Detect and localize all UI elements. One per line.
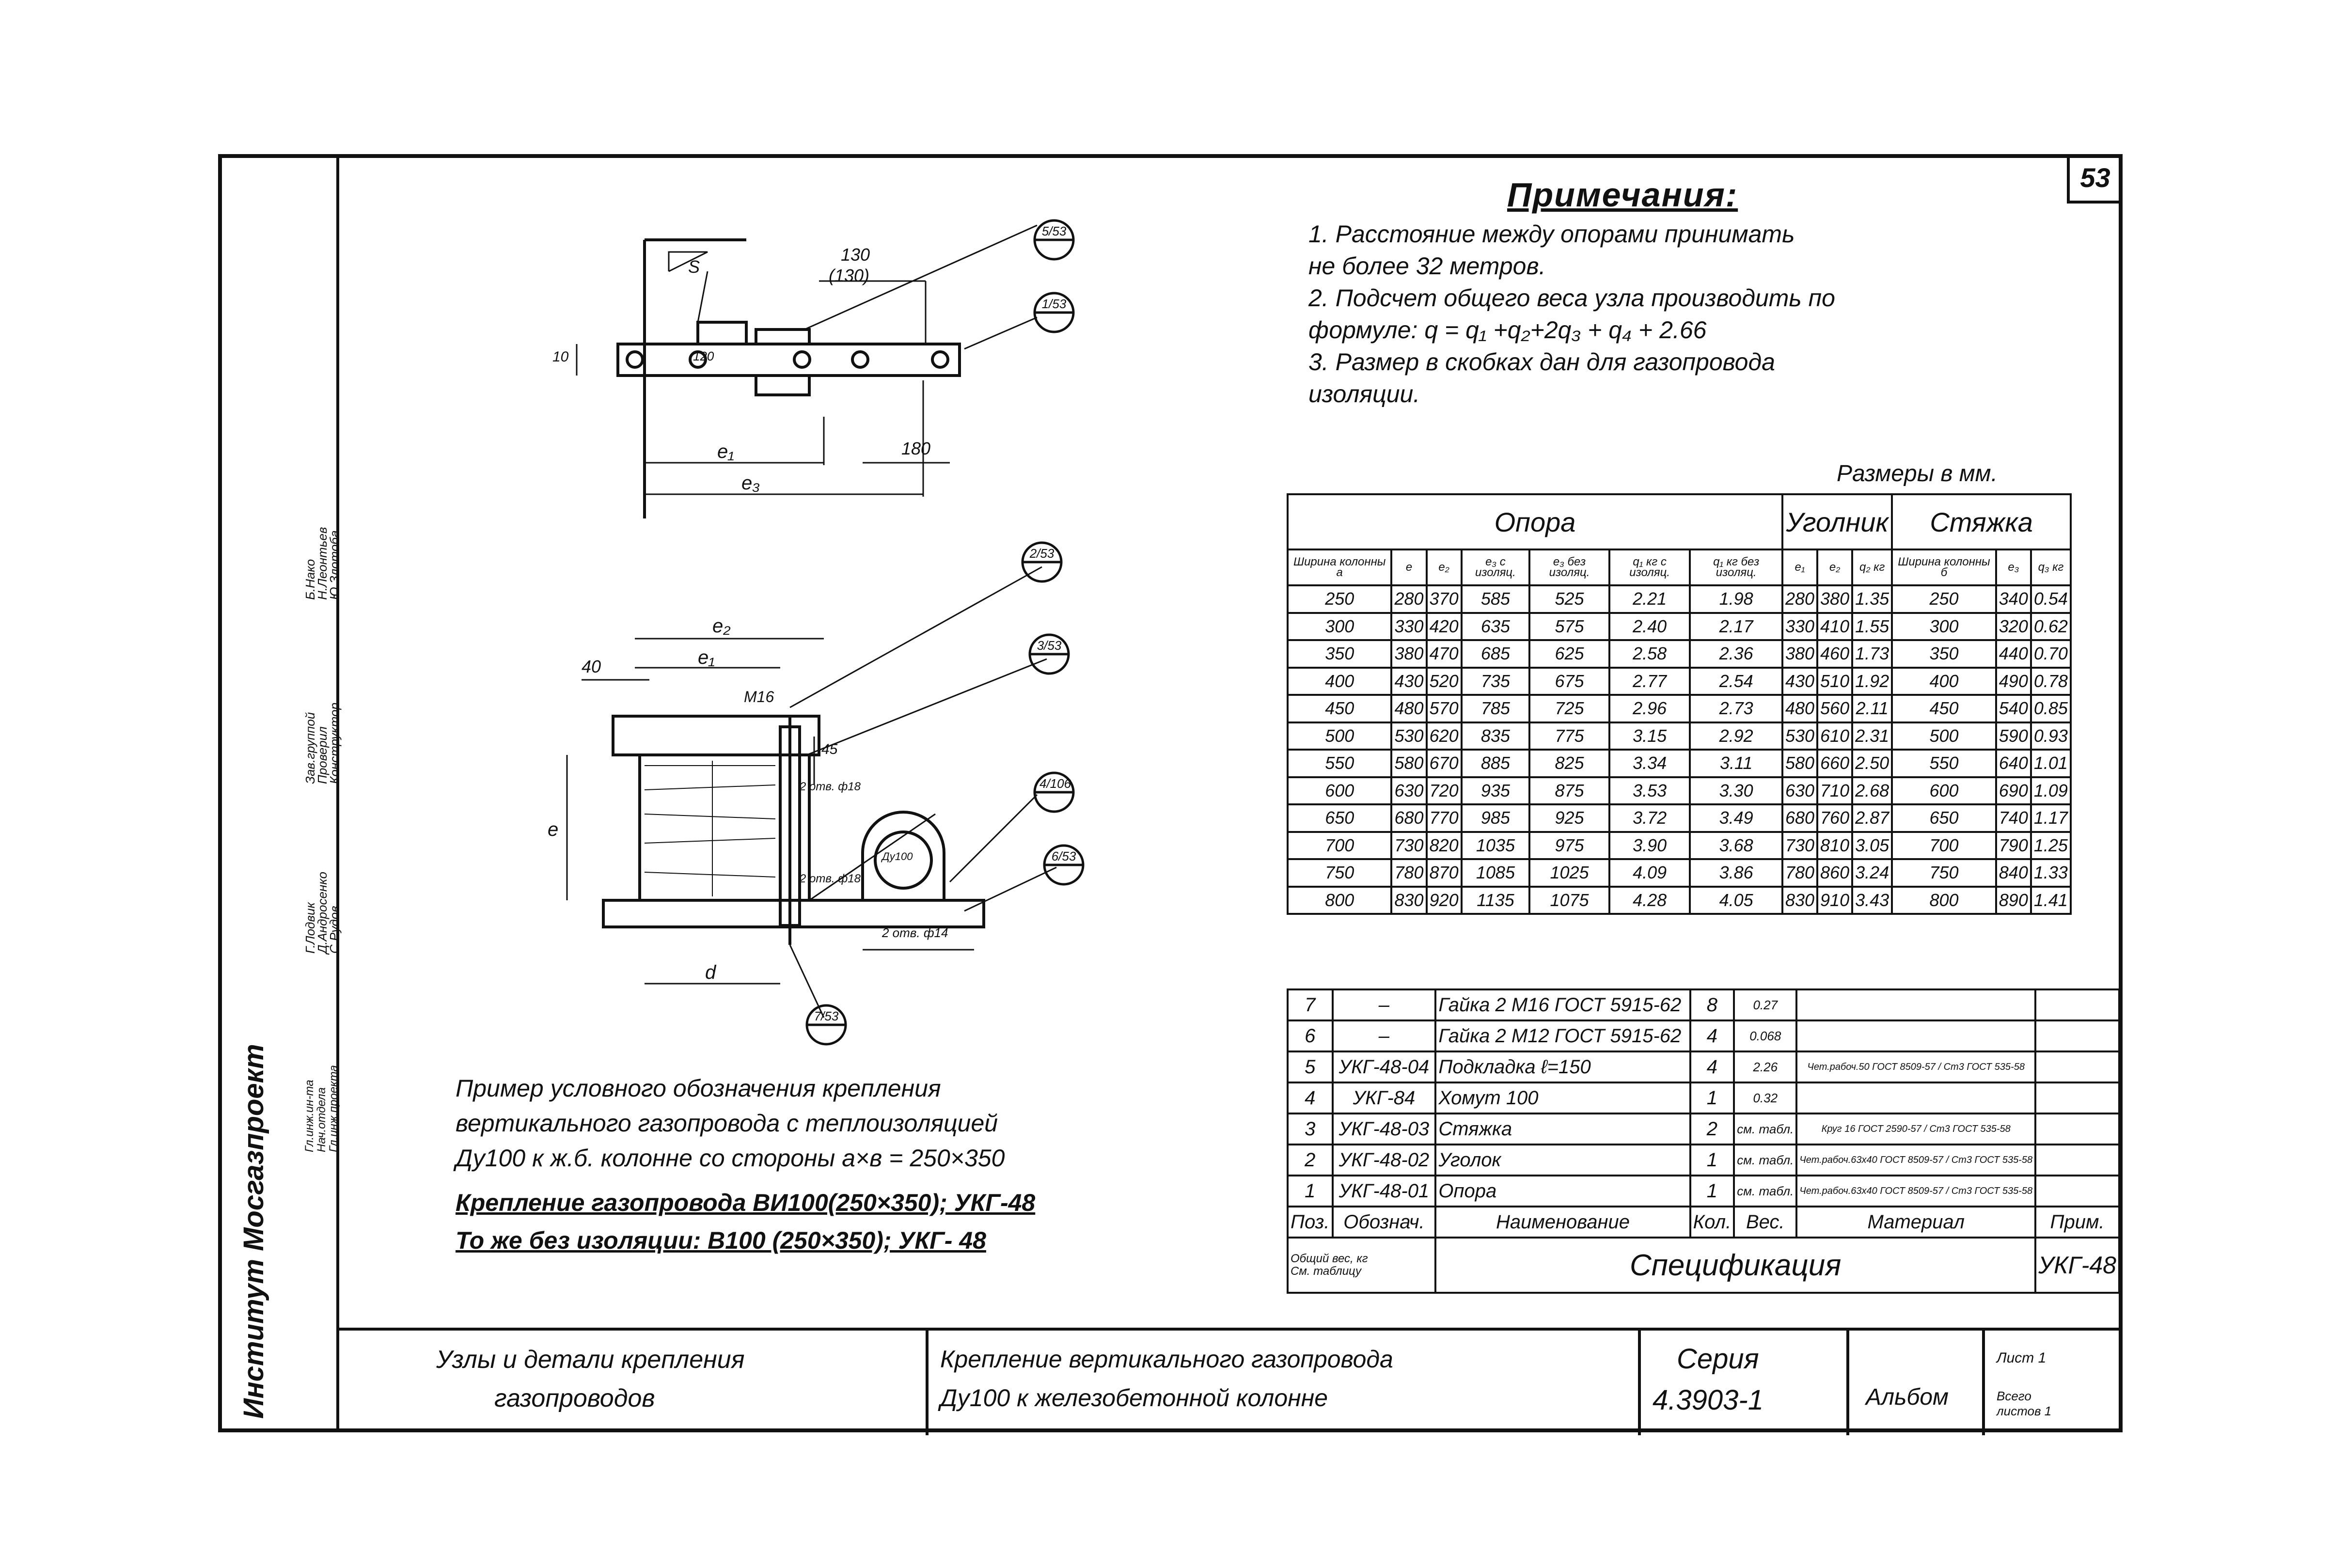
table-cell: 3.15 bbox=[1609, 722, 1690, 750]
table-cell: 380 bbox=[1391, 640, 1426, 668]
table-cell: 575 bbox=[1529, 613, 1609, 641]
table-cell: 0.78 bbox=[2031, 668, 2071, 695]
table-cell: 2.96 bbox=[1609, 695, 1690, 722]
table-cell: 770 bbox=[1427, 804, 1462, 832]
table-cell: 3.30 bbox=[1690, 777, 1782, 805]
sheet-number: 53 bbox=[2067, 156, 2121, 204]
stamp-role-1: Гл.инж.ин-та bbox=[303, 1080, 316, 1152]
stamp-name2-1: Б.Нако bbox=[303, 559, 317, 600]
dim-180: 180 bbox=[901, 439, 931, 458]
table-cell: 510 bbox=[1817, 668, 1852, 695]
mid-title-2: Ду100 к железобетонной колонне bbox=[940, 1384, 1328, 1411]
table-cell: 0.70 bbox=[2031, 640, 2071, 668]
spec-cell: 2 bbox=[1690, 1113, 1734, 1145]
table-cell: 2.73 bbox=[1690, 695, 1782, 722]
table-cell: 730 bbox=[1391, 832, 1426, 860]
table-cell: 675 bbox=[1529, 668, 1609, 695]
table-cell: 685 bbox=[1462, 640, 1530, 668]
spec-cell: 2 bbox=[1288, 1145, 1333, 1176]
table-cell: 925 bbox=[1529, 804, 1609, 832]
table-cell: 670 bbox=[1427, 750, 1462, 777]
table-cell: 630 bbox=[1782, 777, 1817, 805]
table-cell: 4.05 bbox=[1690, 887, 1782, 914]
table-cell: 1.73 bbox=[1852, 640, 1892, 668]
table-cell: 3.72 bbox=[1609, 804, 1690, 832]
table-cell: 2.77 bbox=[1609, 668, 1690, 695]
dim-e1: e₁ bbox=[717, 441, 734, 462]
table-cell: 380 bbox=[1817, 585, 1852, 613]
table-cell: 2.50 bbox=[1852, 750, 1892, 777]
table-cell: 1.55 bbox=[1852, 613, 1892, 641]
table-cell: 820 bbox=[1427, 832, 1462, 860]
table-cell: 0.62 bbox=[2031, 613, 2071, 641]
table-cell: 660 bbox=[1817, 750, 1852, 777]
spec-cell: УКГ-48-04 bbox=[1333, 1051, 1436, 1082]
title-block bbox=[339, 1328, 2123, 1435]
table-cell: 580 bbox=[1391, 750, 1426, 777]
example-designation: Пример условного обозначения крепления вертикального газопровода с теплоизоляцией Ду100 к ж.б. колонне со стороны а×в = 250×350 Крепление газопровода ВИ100(250×350); УКГ-48 То же без изоляции: В100 (250×350); УКГ- 48 bbox=[456, 1075, 1036, 1254]
table-cell: 1135 bbox=[1462, 887, 1530, 914]
table-cell: 760 bbox=[1817, 804, 1852, 832]
spec-cell: 1 bbox=[1690, 1145, 1734, 1176]
table-cell: 400 bbox=[1288, 668, 1391, 695]
spec-cell: 0.32 bbox=[1734, 1082, 1796, 1113]
table-cell: 3.34 bbox=[1609, 750, 1690, 777]
table-cell: 2.68 bbox=[1852, 777, 1892, 805]
spec-cell: Стяжка bbox=[1435, 1113, 1690, 1145]
spec-cell: 4 bbox=[1288, 1082, 1333, 1113]
dims-sub-header: e₃ с изоляц. bbox=[1462, 549, 1530, 585]
table-cell: 835 bbox=[1462, 722, 1530, 750]
spec-cell: 1 bbox=[1288, 1176, 1333, 1207]
table-cell: 680 bbox=[1782, 804, 1817, 832]
spec-cell: см. табл. bbox=[1734, 1145, 1796, 1176]
dim-e2-front: e₂ bbox=[712, 615, 731, 637]
table-cell: 430 bbox=[1782, 668, 1817, 695]
series-label: Серия bbox=[1677, 1343, 1759, 1375]
dim-130: 130 bbox=[841, 245, 870, 265]
stamp-name2-2: Н.Леонтьев bbox=[315, 527, 330, 600]
table-cell: 550 bbox=[1892, 750, 1996, 777]
spec-cell: УКГ-48-02 bbox=[1333, 1145, 1436, 1176]
table-cell: 300 bbox=[1892, 613, 1996, 641]
stamp-role2-2: Проверил bbox=[315, 726, 330, 784]
table-cell: 340 bbox=[1996, 585, 2031, 613]
table-cell: 860 bbox=[1817, 859, 1852, 887]
table-cell: 1.01 bbox=[2031, 750, 2071, 777]
spec-cell: 0.068 bbox=[1734, 1020, 1796, 1051]
dim-e-front: e bbox=[548, 819, 559, 840]
table-cell: 420 bbox=[1427, 613, 1462, 641]
table-cell: 580 bbox=[1782, 750, 1817, 777]
table-cell: 630 bbox=[1391, 777, 1426, 805]
note-line: 3. Размер в скобках дан для газопровода bbox=[1308, 348, 1775, 376]
dim-weld: S bbox=[688, 257, 700, 277]
table-cell: 610 bbox=[1817, 722, 1852, 750]
table-cell: 625 bbox=[1529, 640, 1609, 668]
table-cell: 0.93 bbox=[2031, 722, 2071, 750]
dim-40: 40 bbox=[582, 657, 601, 676]
spec-cell: 1 bbox=[1690, 1176, 1734, 1207]
dims-sub-header: q₁ кг с изоляц. bbox=[1609, 549, 1690, 585]
stamp-role2-1: Зав.группой bbox=[303, 712, 317, 784]
table-cell: 250 bbox=[1892, 585, 1996, 613]
table-cell: 430 bbox=[1391, 668, 1426, 695]
spec-cell: Чет.рабоч.63х40 ГОСТ 8509-57 / Ст3 ГОСТ 535-58 bbox=[1796, 1145, 2035, 1176]
table-cell: 700 bbox=[1288, 832, 1391, 860]
spec-header-row: Поз. Обознач. Наименование Кол. Вес. Материал Прим. bbox=[1288, 1207, 2119, 1238]
table-cell: 800 bbox=[1892, 887, 1996, 914]
table-cell: 450 bbox=[1892, 695, 1996, 722]
table-cell: 840 bbox=[1996, 859, 2031, 887]
table-cell: 780 bbox=[1391, 859, 1426, 887]
table-cell: 600 bbox=[1892, 777, 1996, 805]
table-cell: 410 bbox=[1817, 613, 1852, 641]
dim-45: 45 bbox=[821, 741, 838, 757]
callout-4: 4/106 bbox=[1039, 776, 1071, 791]
table-cell: 540 bbox=[1996, 695, 2031, 722]
table-cell: 350 bbox=[1288, 640, 1391, 668]
table-cell: 3.49 bbox=[1690, 804, 1782, 832]
table-cell: 870 bbox=[1427, 859, 1462, 887]
table-cell: 1.25 bbox=[2031, 832, 2071, 860]
dim-m16: М16 bbox=[744, 688, 774, 706]
table-cell: 730 bbox=[1782, 832, 1817, 860]
table-cell: 1.35 bbox=[1852, 585, 1892, 613]
table-cell: 810 bbox=[1817, 832, 1852, 860]
dims-sub-header: e₁ bbox=[1782, 549, 1817, 585]
stamp-role2-3: Конструктор bbox=[327, 703, 342, 784]
table-cell: 370 bbox=[1427, 585, 1462, 613]
table-cell: 735 bbox=[1462, 668, 1530, 695]
table-cell: 440 bbox=[1996, 640, 2031, 668]
group-header-angle: Уголник bbox=[1782, 494, 1892, 549]
table-cell: 635 bbox=[1462, 613, 1530, 641]
table-cell: 1075 bbox=[1529, 887, 1609, 914]
table-cell: 775 bbox=[1529, 722, 1609, 750]
dims-sub-header: q₁ кг без изоляц. bbox=[1690, 549, 1782, 585]
table-cell: 3.68 bbox=[1690, 832, 1782, 860]
table-cell: 800 bbox=[1288, 887, 1391, 914]
note-line: не более 32 метров. bbox=[1308, 252, 1546, 280]
spec-code: УКГ-48 bbox=[2035, 1238, 2119, 1293]
stamp-role-3: Гл.инж.проекта bbox=[327, 1065, 340, 1152]
dims-sub-header: e₂ bbox=[1427, 549, 1462, 585]
dims-sub-header: Ширина колонны б bbox=[1892, 549, 1996, 585]
table-cell: 790 bbox=[1996, 832, 2031, 860]
table-cell: 1.41 bbox=[2031, 887, 2071, 914]
callout-7: 7/53 bbox=[814, 1009, 839, 1023]
spec-cell: – bbox=[1333, 1020, 1436, 1051]
table-cell: 1085 bbox=[1462, 859, 1530, 887]
table-cell: 460 bbox=[1817, 640, 1852, 668]
table-cell: 1.33 bbox=[2031, 859, 2071, 887]
table-cell: 2.11 bbox=[1852, 695, 1892, 722]
table-cell: 380 bbox=[1782, 640, 1817, 668]
table-cell: 2.54 bbox=[1690, 668, 1782, 695]
album-label: Альбом bbox=[1866, 1384, 1949, 1410]
dim-120: 120 bbox=[693, 349, 714, 363]
table-cell: 280 bbox=[1782, 585, 1817, 613]
dims-sub-header: q₂ кг bbox=[1852, 549, 1892, 585]
table-cell: 725 bbox=[1529, 695, 1609, 722]
callout-3: 3/53 bbox=[1037, 638, 1062, 653]
sheet-label: Лист 1 bbox=[1997, 1350, 2047, 1366]
spec-cell: Опора bbox=[1435, 1176, 1690, 1207]
table-cell: 830 bbox=[1782, 887, 1817, 914]
dims-sub-header: e₃ bbox=[1996, 549, 2031, 585]
dims-sub-header: q₃ кг bbox=[2031, 549, 2071, 585]
dims-sub-header: e₃ без изоляц. bbox=[1529, 549, 1609, 585]
table-cell: 480 bbox=[1782, 695, 1817, 722]
dim-holes-18b: 2 отв. ф18 bbox=[800, 872, 861, 885]
table-cell: 3.11 bbox=[1690, 750, 1782, 777]
spec-cell: – bbox=[1333, 989, 1436, 1020]
spec-cell: Гайка 2 М16 ГОСТ 5915-62 bbox=[1435, 989, 1690, 1020]
table-cell: 825 bbox=[1529, 750, 1609, 777]
table-cell: 750 bbox=[1892, 859, 1996, 887]
table-cell: 830 bbox=[1391, 887, 1426, 914]
table-cell: 350 bbox=[1892, 640, 1996, 668]
callout-6: 6/53 bbox=[1051, 849, 1076, 863]
table-cell: 1.92 bbox=[1852, 668, 1892, 695]
table-cell: 935 bbox=[1462, 777, 1530, 805]
note-line: изоляции. bbox=[1308, 380, 1420, 408]
spec-cell: Уголок bbox=[1435, 1145, 1690, 1176]
mid-title-1: Крепление вертикального газопровода bbox=[940, 1346, 1393, 1373]
table-cell: 2.92 bbox=[1690, 722, 1782, 750]
left-title-1: Узлы и детали крепления bbox=[436, 1346, 745, 1374]
table-cell: 530 bbox=[1782, 722, 1817, 750]
table-cell: 330 bbox=[1391, 613, 1426, 641]
table-cell: 2.31 bbox=[1852, 722, 1892, 750]
table-cell: 3.90 bbox=[1609, 832, 1690, 860]
table-cell: 620 bbox=[1427, 722, 1462, 750]
table-cell: 3.43 bbox=[1852, 887, 1892, 914]
dim-du100: Ду100 bbox=[882, 850, 913, 862]
spec-cell: см. табл. bbox=[1734, 1113, 1796, 1145]
table-cell: 250 bbox=[1288, 585, 1391, 613]
spec-cell: УКГ-48-01 bbox=[1333, 1176, 1436, 1207]
callout-2: 2/53 bbox=[1029, 546, 1055, 561]
table-cell: 570 bbox=[1427, 695, 1462, 722]
table-cell: 2.36 bbox=[1690, 640, 1782, 668]
spec-cell: см. табл. bbox=[1734, 1176, 1796, 1207]
dim-holes-18a: 2 отв. ф18 bbox=[800, 780, 861, 793]
table-cell: 985 bbox=[1462, 804, 1530, 832]
spec-cell: 8 bbox=[1690, 989, 1734, 1020]
table-cell: 300 bbox=[1288, 613, 1391, 641]
spec-cell: Чет.рабоч.50 ГОСТ 8509-57 / Ст3 ГОСТ 535-58 bbox=[1796, 1051, 2035, 1082]
dim-d: d bbox=[705, 962, 716, 983]
table-cell: 3.05 bbox=[1852, 832, 1892, 860]
spec-cell: Чет.рабоч.63х40 ГОСТ 8509-57 / Ст3 ГОСТ 535-58 bbox=[1796, 1176, 2035, 1207]
front-view bbox=[603, 716, 984, 945]
table-cell: 330 bbox=[1782, 613, 1817, 641]
table-cell: 1.17 bbox=[2031, 804, 2071, 832]
spec-cell: 1 bbox=[1690, 1082, 1734, 1113]
table-cell: 2.87 bbox=[1852, 804, 1892, 832]
table-cell: 530 bbox=[1391, 722, 1426, 750]
group-header-support: Опора bbox=[1288, 494, 1782, 549]
dim-130-paren: (130) bbox=[829, 266, 870, 285]
stamp-name-3: С.Рудов bbox=[327, 906, 342, 954]
table-cell: 740 bbox=[1996, 804, 2031, 832]
table-cell: 280 bbox=[1391, 585, 1426, 613]
table-cell: 2.17 bbox=[1690, 613, 1782, 641]
callout-5: 5/53 bbox=[1041, 224, 1067, 238]
notes-title: Примечания: bbox=[1507, 176, 1738, 214]
stamp-name-1: Г.Лодвик bbox=[303, 902, 317, 954]
table-cell: 875 bbox=[1529, 777, 1609, 805]
table-cell: 0.54 bbox=[2031, 585, 2071, 613]
table-cell: 690 bbox=[1996, 777, 2031, 805]
table-cell: 650 bbox=[1288, 804, 1391, 832]
note-line: формуле: q = q₁ +q₂+2q₃ + q₄ + 2.66 bbox=[1308, 316, 1707, 344]
spec-cell: 7 bbox=[1288, 989, 1333, 1020]
table-cell: 1035 bbox=[1462, 832, 1530, 860]
left-title-2: газопроводов bbox=[494, 1384, 655, 1412]
table-cell: 975 bbox=[1529, 832, 1609, 860]
table-cell: 1.09 bbox=[2031, 777, 2071, 805]
spec-cell: Гайка 2 М12 ГОСТ 5915-62 bbox=[1435, 1020, 1690, 1051]
table-cell: 2.58 bbox=[1609, 640, 1690, 668]
sheets-total: Всего листов 1 bbox=[1997, 1389, 2052, 1418]
table-cell: 500 bbox=[1892, 722, 1996, 750]
table-cell: 3.86 bbox=[1690, 859, 1782, 887]
table-cell: 480 bbox=[1391, 695, 1426, 722]
table-cell: 1025 bbox=[1529, 859, 1609, 887]
group-header-tie: Стяжка bbox=[1892, 494, 2071, 549]
dims-sub-header: e₂ bbox=[1817, 549, 1852, 585]
stamp-role-2: Нач.отдела bbox=[315, 1087, 328, 1152]
table-cell: 490 bbox=[1996, 668, 2031, 695]
series-number: 4.3903-1 bbox=[1653, 1384, 1763, 1416]
total-weight-label: Общий вес, кг bbox=[1291, 1252, 1368, 1265]
dim-holes-14: 2 отв. ф14 bbox=[882, 925, 948, 940]
table-cell: 750 bbox=[1288, 859, 1391, 887]
table-cell: 910 bbox=[1817, 887, 1852, 914]
dim-e3: e₃ bbox=[741, 472, 760, 494]
table-cell: 520 bbox=[1427, 668, 1462, 695]
spec-cell: 3 bbox=[1288, 1113, 1333, 1145]
table-cell: 700 bbox=[1892, 832, 1996, 860]
dims-caption: Размеры в мм. bbox=[1837, 461, 1998, 486]
spec-cell: Хомут 100 bbox=[1435, 1082, 1690, 1113]
spec-cell: Круг 16 ГОСТ 2590-57 / Ст3 ГОСТ 535-58 bbox=[1796, 1113, 2035, 1145]
table-cell: 450 bbox=[1288, 695, 1391, 722]
dim-e1-front: e₁ bbox=[698, 647, 715, 668]
table-cell: 640 bbox=[1996, 750, 2031, 777]
table-cell: 1.98 bbox=[1690, 585, 1782, 613]
table-cell: 720 bbox=[1427, 777, 1462, 805]
table-cell: 550 bbox=[1288, 750, 1391, 777]
spec-cell: 6 bbox=[1288, 1020, 1333, 1051]
table-cell: 0.85 bbox=[2031, 695, 2071, 722]
table-cell: 560 bbox=[1817, 695, 1852, 722]
callout-1: 1/53 bbox=[1041, 297, 1067, 311]
table-cell: 680 bbox=[1391, 804, 1426, 832]
table-cell: 585 bbox=[1462, 585, 1530, 613]
table-ref-label: См. таблицу bbox=[1291, 1265, 1362, 1278]
table-cell: 2.21 bbox=[1609, 585, 1690, 613]
table-cell: 400 bbox=[1892, 668, 1996, 695]
dim-10: 10 bbox=[552, 349, 569, 365]
spec-cell: 0.27 bbox=[1734, 989, 1796, 1020]
note-line: 2. Подсчет общего веса узла производить по bbox=[1308, 284, 1835, 312]
spec-cell: УКГ-48-03 bbox=[1333, 1113, 1436, 1145]
table-cell: 525 bbox=[1529, 585, 1609, 613]
institute-name: Институт Мосгазпроект bbox=[238, 1044, 269, 1419]
table-cell: 600 bbox=[1288, 777, 1391, 805]
table-cell: 320 bbox=[1996, 613, 2031, 641]
stamp-name2-3: Ю.Злотоба bbox=[327, 530, 342, 600]
table-cell: 4.28 bbox=[1609, 887, 1690, 914]
table-cell: 3.24 bbox=[1852, 859, 1892, 887]
spec-cell: 2.26 bbox=[1734, 1051, 1796, 1082]
table-cell: 590 bbox=[1996, 722, 2031, 750]
table-cell: 890 bbox=[1996, 887, 2031, 914]
spec-cell: 5 bbox=[1288, 1051, 1333, 1082]
spec-title: Спецификация bbox=[1435, 1238, 2035, 1293]
front-view-hatch bbox=[645, 761, 775, 896]
stamp-name-2: Д.Андросенко bbox=[315, 872, 330, 954]
table-cell: 920 bbox=[1427, 887, 1462, 914]
spec-cell: 4 bbox=[1690, 1051, 1734, 1082]
dims-sub-header: e bbox=[1391, 549, 1426, 585]
spec-cell: УКГ-84 bbox=[1333, 1082, 1436, 1113]
note-line: 1. Расстояние между опорами принимать bbox=[1308, 220, 1795, 248]
table-cell: 885 bbox=[1462, 750, 1530, 777]
spec-cell: 4 bbox=[1690, 1020, 1734, 1051]
table-cell: 710 bbox=[1817, 777, 1852, 805]
table-cell: 650 bbox=[1892, 804, 1996, 832]
table-cell: 780 bbox=[1782, 859, 1817, 887]
table-cell: 2.40 bbox=[1609, 613, 1690, 641]
table-cell: 470 bbox=[1427, 640, 1462, 668]
table-cell: 785 bbox=[1462, 695, 1530, 722]
table-cell: 4.09 bbox=[1609, 859, 1690, 887]
table-cell: 500 bbox=[1288, 722, 1391, 750]
table-cell: 3.53 bbox=[1609, 777, 1690, 805]
spec-cell: Подкладка ℓ=150 bbox=[1435, 1051, 1690, 1082]
dims-sub-header: Ширина колонны а bbox=[1288, 549, 1391, 585]
